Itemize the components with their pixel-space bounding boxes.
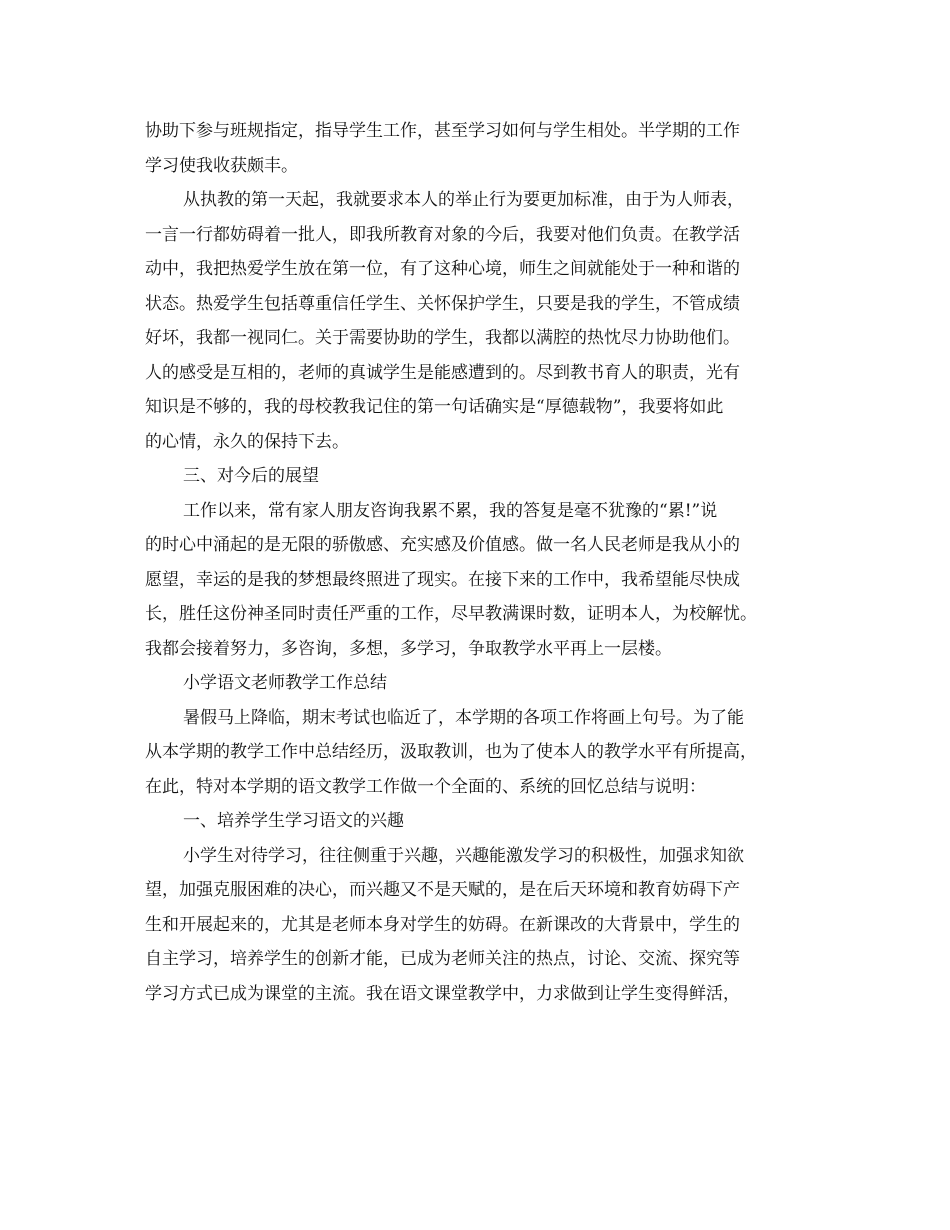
text-line: 在此，特对本学期的语文教学工作做一个全面的、系统的回忆总结与说明： bbox=[145, 776, 706, 797]
section-heading: 一、培养学生学习语文的兴趣 bbox=[183, 811, 404, 831]
text-line: 暑假马上降临，期末考试也临近了，本学期的各项工作将画上句号。为了能 bbox=[183, 707, 744, 728]
text-line: 愿望，幸运的是我的梦想最终照进了现实。在接下来的工作中，我希望能尽快成 bbox=[145, 569, 740, 590]
text-line: 协助下参与班规指定，指导学生工作，甚至学习如何与学生相处。半学期的工作 bbox=[145, 121, 740, 141]
document-body bbox=[145, 114, 815, 1011]
section-heading: 三、对今后的展望 bbox=[183, 466, 319, 486]
text-line: 小学生对待学习，往往侧重于兴趣，兴趣能激发学习的积极性，加强求知欲 bbox=[183, 845, 744, 866]
text-line: 自主学习，培养学生的创新才能，已成为老师关注的热点，讨论、交流、探究等 bbox=[145, 949, 740, 969]
text-line: 人的感受是互相的，老师的真诚学生是能感遭到的。尽到教书育人的职责，光有 bbox=[145, 362, 740, 383]
text-line: 我都会接着努力，多咨询，多想，多学习，争取教学水平再上一层楼。 bbox=[145, 638, 672, 659]
text-line: 工作以来，常有家人朋友咨询我累不累，我的答复是毫不犹豫的“累!”说 bbox=[183, 500, 718, 521]
text-line: 从执教的第一天起，我就要求本人的举止行为要更加标准，由于为人师表， bbox=[183, 190, 744, 210]
text-line: 一言一行都妨碍着一批人，即我所教育对象的今后，我要对他们负责。在教学活 bbox=[145, 224, 740, 245]
text-line: 状态。热爱学生包括尊重信任学生、关怀保护学生，只要是我的学生，不管成绩 bbox=[145, 293, 740, 314]
text-line: 长，胜任这份神圣同时责任严重的工作，尽早教满课时数，证明本人，为校解忧。 bbox=[145, 604, 757, 624]
text-line: 从本学期的教学工作中总结经历，汲取教训，也为了使本人的教学水平有所提高， bbox=[145, 742, 757, 762]
text-line: 学习使我收获颇丰。 bbox=[145, 155, 298, 176]
text-line: 的心情，永久的保持下去。 bbox=[145, 431, 349, 452]
text-line: 动中，我把热爱学生放在第一位，有了这种心境，师生之间就能处于一种和谐的 bbox=[145, 259, 740, 279]
document-subtitle: 小学语文老师教学工作总结 bbox=[183, 673, 387, 693]
text-line: 的时心中涌起的是无限的骄傲感、充实感及价值感。做一名人民老师是我从小的 bbox=[145, 535, 740, 555]
text-line: 望，加强克服困难的决心，而兴趣又不是天赋的，是在后天环境和教育妨碍下产 bbox=[145, 880, 740, 900]
text-line: 学习方式已成为课堂的主流。我在语文课堂教学中，力求做到让学生变得鲜活， bbox=[145, 983, 740, 1004]
text-line: 生和开展起来的，尤其是老师本身对学生的妨碍。在新课改的大背景中，学生的 bbox=[145, 914, 740, 935]
text-line: 知识是不够的，我的母校教我记住的第一句话确实是“厚德载物”，我要将如此 bbox=[145, 397, 724, 417]
text-line: 好坏，我都一视同仁。关于需要协助的学生，我都以满腔的热忱尽力协助他们。 bbox=[145, 328, 740, 348]
